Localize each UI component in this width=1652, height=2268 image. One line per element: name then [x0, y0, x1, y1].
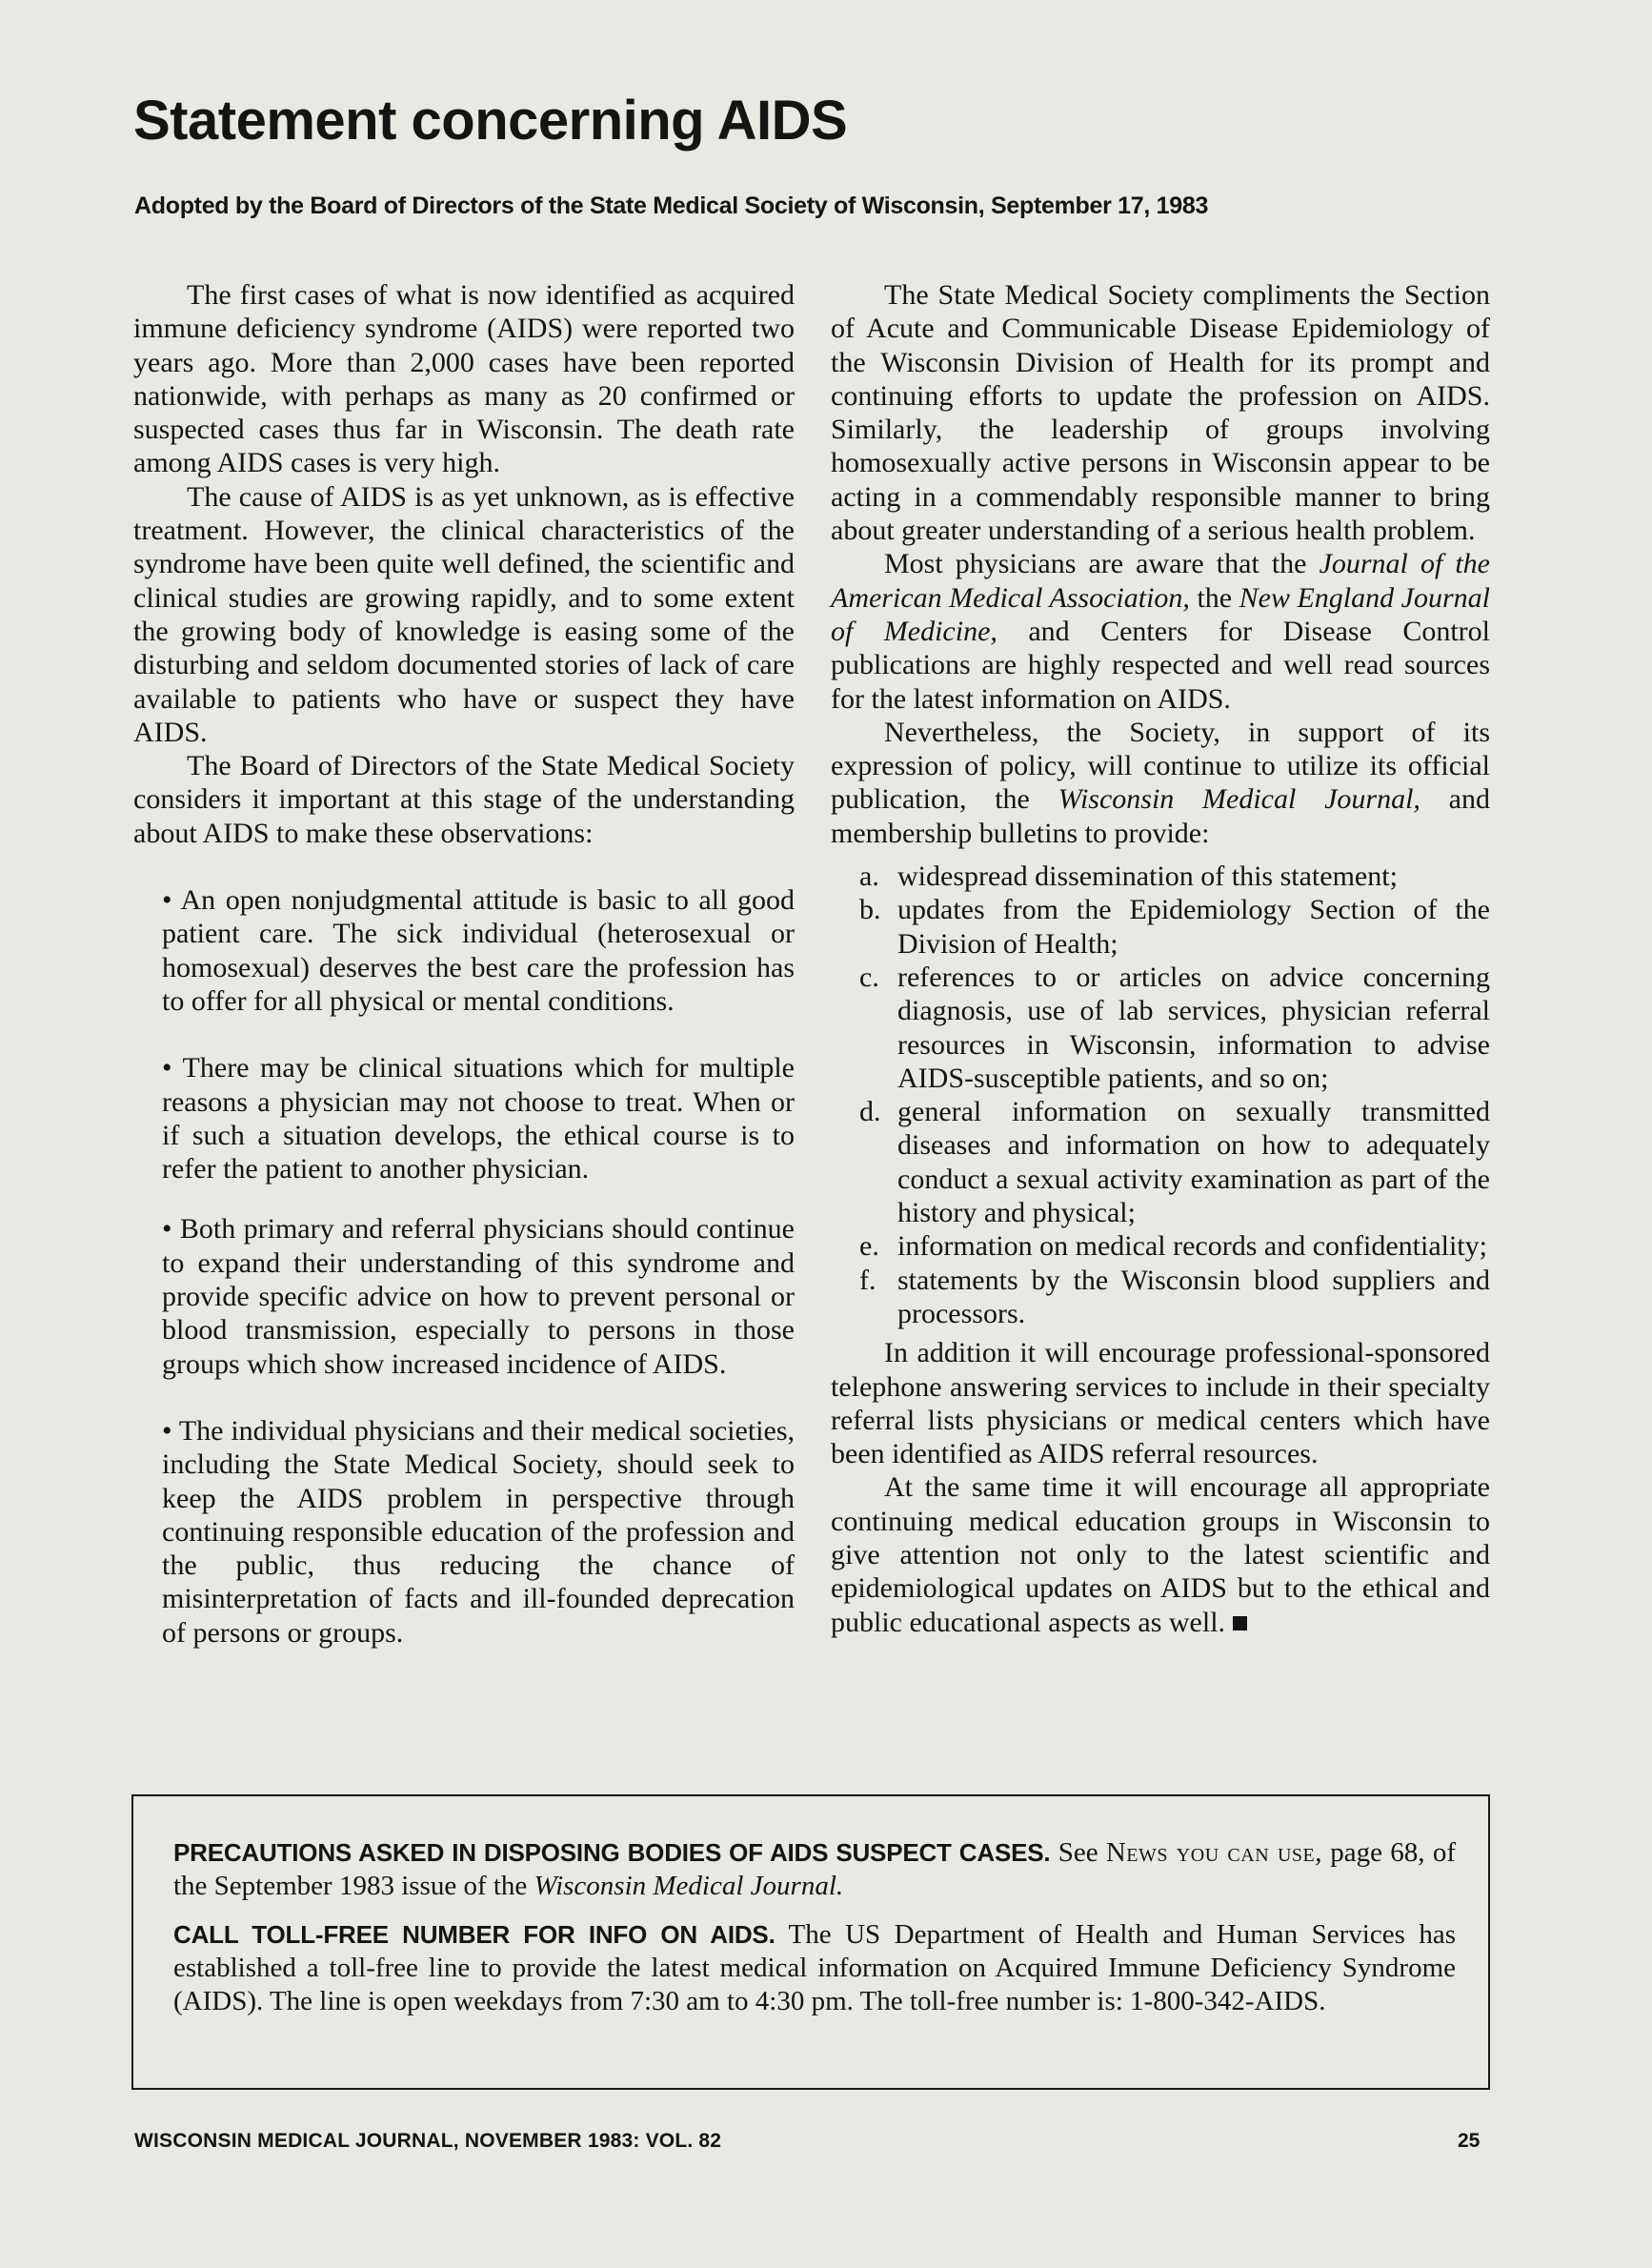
bullet-item: • An open nonjudgmental attitude is basic to all good patient care. The sick individual (heterosexual or homosexual) deserves the best care the profession has to offer for all physical or mental conditions. [162, 884, 795, 1017]
journal-name: New England Journal of Medicine, [831, 581, 1490, 647]
paragraph: The State Medical Society compliments the Section of Acute and Communicable Disease Epidemiology of the Wisconsin Division of Health for its prompt and continuing efforts to update the profession on AIDS. Similarly, the leadership of groups involving homosexually active persons in Wisconsin appear to be acting in a commendably responsible manner to bring about greater understanding of a serious health problem. [831, 279, 1490, 547]
journal-name: Wisconsin Medical Journal. [534, 1871, 844, 1901]
bullet-icon: • [162, 1052, 172, 1084]
bullet-icon: • [162, 1213, 172, 1245]
page-title: Statement concerning AIDS [133, 90, 848, 152]
notice-item: CALL TOLL-FREE NUMBER FOR INFO ON AIDS. The US Department of Health and Human Services has established a toll-free line to provide the latest medical information on Acquired Immune Deficiency Syndrome (AIDS). The line is open weekdays from 7:30 am to 4:30 pm. The toll-free number is: 1-800-342-AIDS. [173, 1919, 1456, 2016]
end-of-article-icon [1233, 1616, 1247, 1630]
footer-journal: WISCONSIN MEDICAL JOURNAL, NOVEMBER 1983: VOL. 82 [134, 2130, 722, 2152]
journal-name: Wisconsin Medical Journal, [1058, 783, 1420, 816]
notice-box [131, 1794, 1490, 2090]
journal-name: Journal of the American Medical Association, [831, 548, 1490, 614]
paragraph: At the same time it will encourage all appropriate continuing medical education groups in Wisconsin to give attention not only to the latest scientific and epidemiological updates on AIDS but to the ethical and public educational aspects as well. [831, 1471, 1490, 1638]
paragraph: In addition it will encourage professional-sponsored telephone answering services to include in their specialty referral lists physicians or medical centers which have been identified as AIDS referral resources. [831, 1337, 1490, 1470]
list-item: d. general information on sexually transmitted diseases and information on how to adequately conduct a sexual activity examination as part of the history and physical; [859, 1096, 1490, 1229]
notice-heading: CALL TOLL-FREE NUMBER FOR INFO ON AIDS. [173, 1920, 776, 1949]
paragraph: The cause of AIDS is as yet unknown, as is effective treatment. However, the clinical characteristics of the syndrome have been quite well defined, the scientific and clinical studies are growing rapidly, and to some extent the growing body of knowledge is easing some of the disturbing and seldom documented stories of lack of care available to patients who have or suspect they have AIDS. [133, 480, 795, 748]
notice-item: PRECAUTIONS ASKED IN DISPOSING BODIES OF AIDS SUSPECT CASES. See News you can use, page 68, of the September 1983 issue of the Wisconsin Medical Journal. [173, 1837, 1457, 1901]
bullet-item: • The individual physicians and their medical societies, including the State Medical Society, should seek to keep the AIDS problem in perspective through continuing responsible education of the profession and the public, thus reducing the chance of misinterpretation of facts and ill-founded deprecation of persons or groups. [162, 1414, 795, 1649]
provision-list [831, 860, 1490, 1330]
bullet-item: • There may be clinical situations which for multiple reasons a physician may not choose to treat. When or if such a situation develops, the ethical course is to refer the patient to another physician. [162, 1052, 795, 1185]
paragraph: Nevertheless, the Society, in support of its expression of policy, will continue to utilize its official publication, the Wisconsin Medical Journal, and membership bulletins to provide: [831, 716, 1490, 849]
left-column [133, 278, 795, 1650]
list-item: a. widespread dissemination of this statement; [859, 861, 1398, 893]
bullet-icon: • [162, 1414, 172, 1447]
list-item: b. updates from the Epidemiology Section of the Division of Health; [859, 894, 1490, 960]
list-item: f. statements by the Wisconsin blood suppliers and processors. [859, 1264, 1490, 1329]
paragraph: The Board of Directors of the State Medical Society considers it important at this stage of the understanding about AIDS to make these observations: [133, 750, 795, 849]
paragraph: Most physicians are aware that the Journal of the American Medical Association, the New England Journal of Medicine, and Centers for Disease Control publications are highly respected and well read sources for the latest information on AIDS. [831, 548, 1490, 715]
page-subtitle: Adopted by the Board of Directors of the State Medical Society of Wisconsin, September 17, 1983 [134, 192, 1209, 219]
notice-heading: PRECAUTIONS ASKED IN DISPOSING BODIES OF AIDS SUSPECT CASES. [173, 1838, 1051, 1867]
bullet-icon: • [162, 884, 172, 917]
list-item: e. information on medical records and confidentiality; [859, 1230, 1487, 1263]
paragraph: The first cases of what is now identified as acquired immune deficiency syndrome (AIDS) were reported two years ago. More than 2,000 cases have been reported nationwide, with perhaps as many as 20 confirmed or suspected cases thus far in Wisconsin. The death rate among AIDS cases is very high. [133, 279, 795, 479]
bullet-item: • Both primary and referral physicians should continue to expand their understanding of this syndrome and provide specific advice on how to prevent personal or blood transmission, especially to persons in those groups which show increased incidence of AIDS. [162, 1213, 795, 1380]
page-number: 25 [1458, 2130, 1481, 2152]
list-item: c. references to or articles on advice concerning diagnosis, use of lab services, physician referral resources in Wisconsin, information to advise AIDS-susceptible patients, and so on; [859, 961, 1490, 1094]
right-column [831, 278, 1490, 1639]
column-name: News you can use, [1105, 1837, 1322, 1868]
